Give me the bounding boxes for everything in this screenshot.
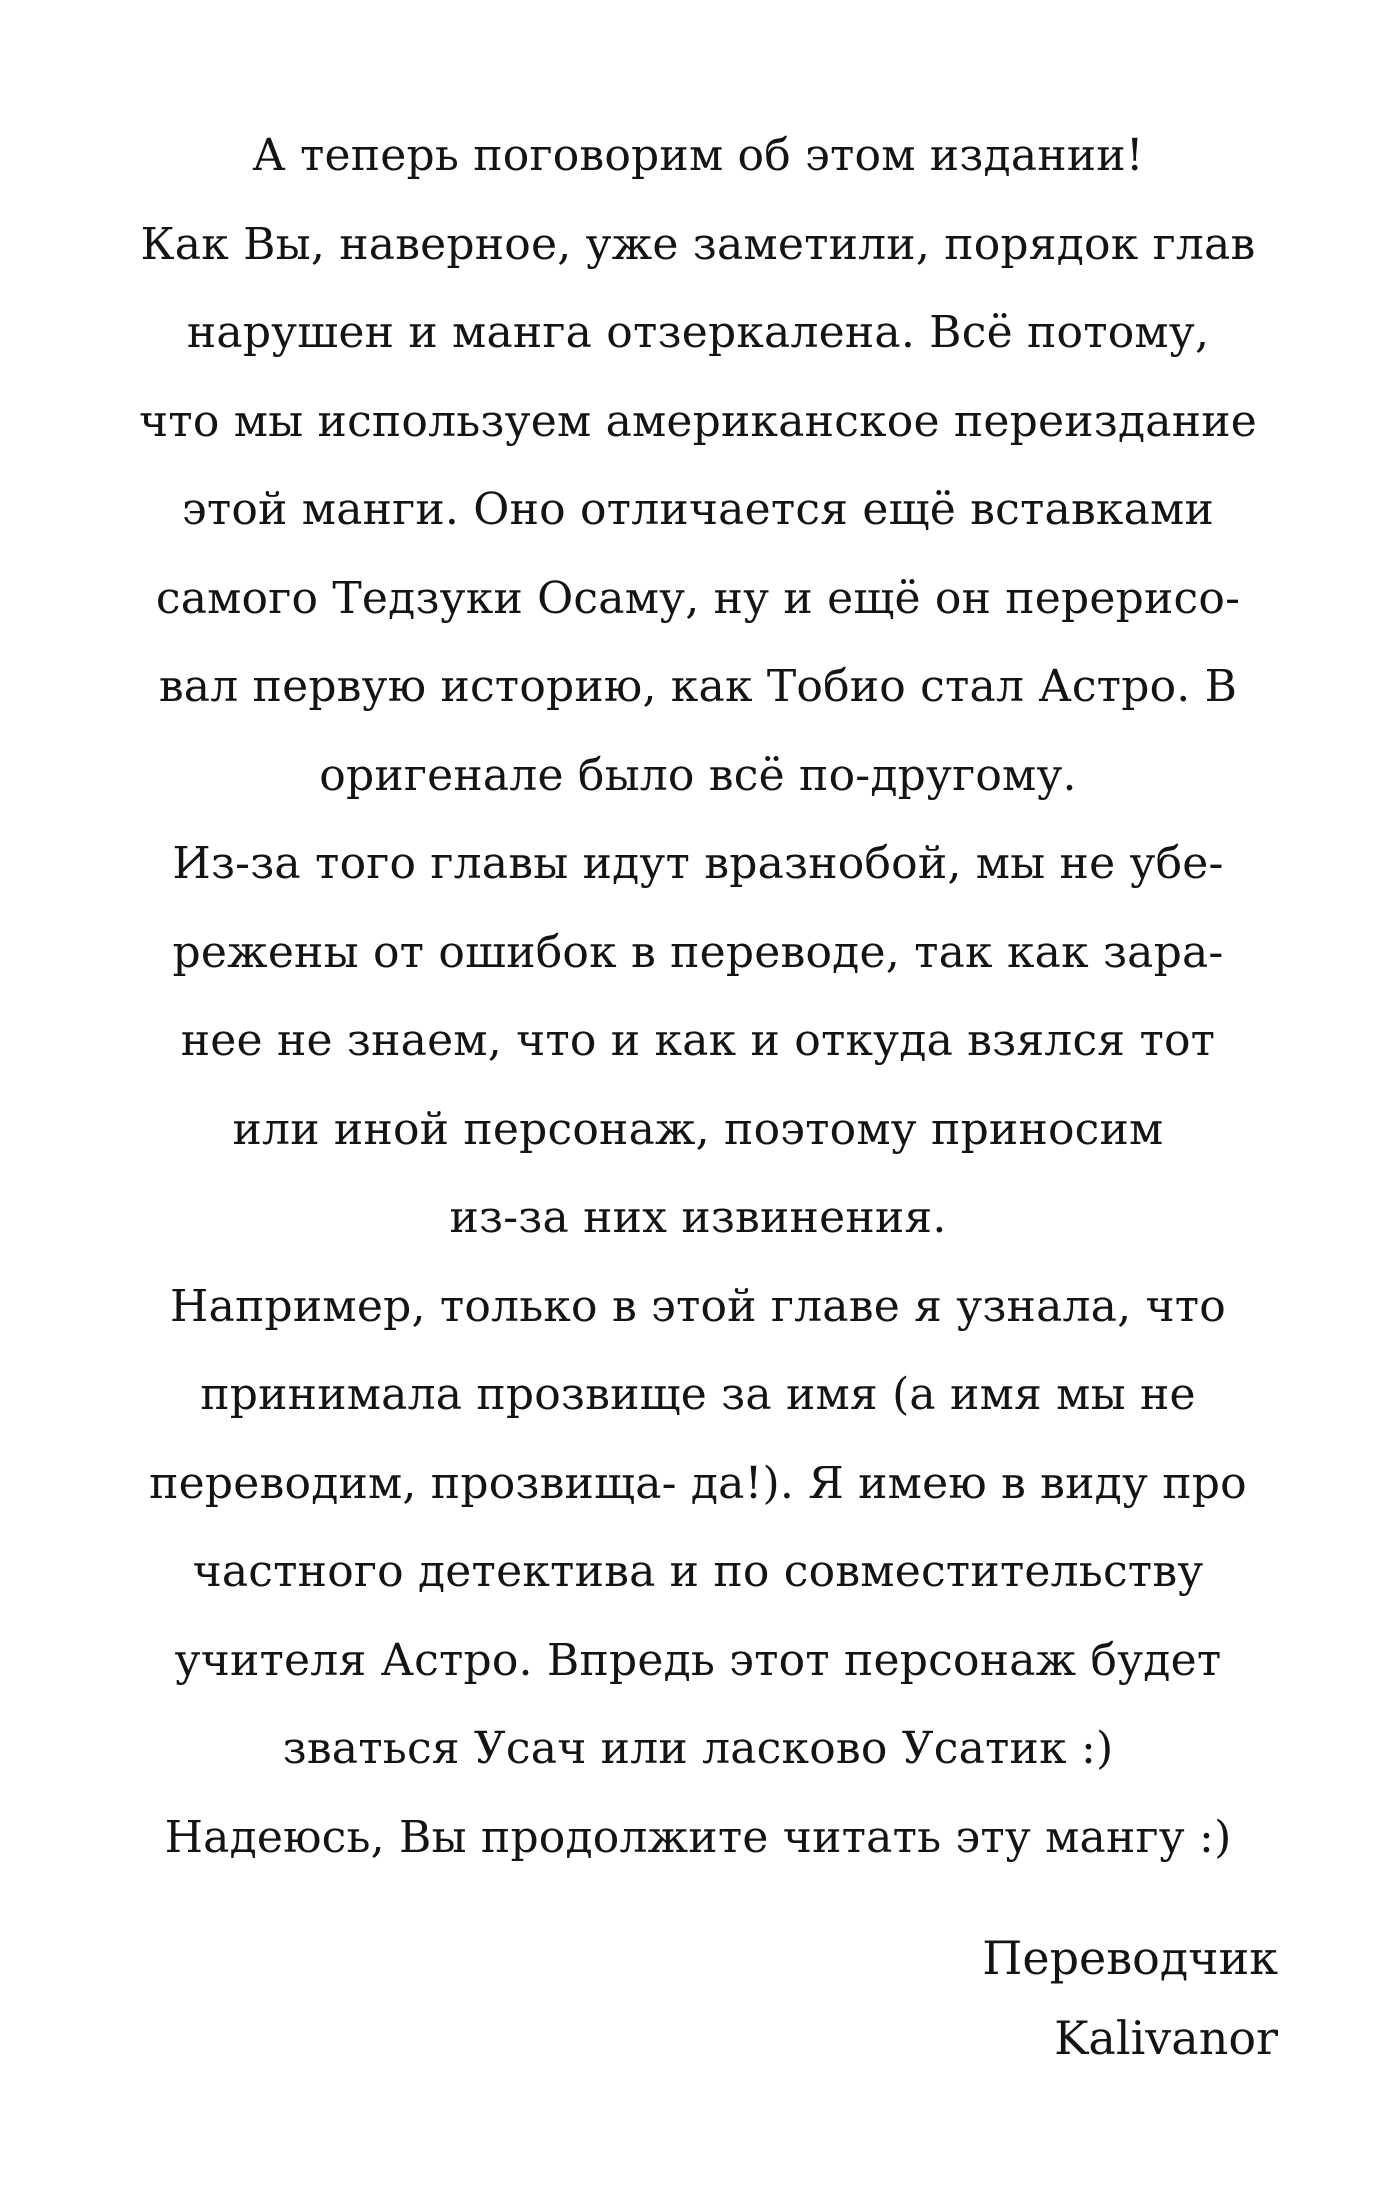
note-line: учителя Астро. Впредь этот персонаж будет <box>174 1634 1222 1686</box>
note-line: этой манги. Оно отличается ещё вставками <box>181 484 1214 535</box>
note-line: Надеюсь, Вы продолжите читать эту мангу :) <box>164 1811 1232 1863</box>
note-line: Например, только в этой главе я узнала, что <box>170 1280 1226 1332</box>
signature-name: Kalivanor <box>1054 2011 1278 2065</box>
note-line: переводим, прозвища- да!). Я имею в виду про <box>149 1457 1247 1509</box>
signature-role: Переводчик <box>982 1931 1278 1985</box>
note-line: оригенале было всё по-другому. <box>319 749 1077 801</box>
note-line: режены от ошибок в переводе, так как зара- <box>172 926 1224 978</box>
note-line: или иной персонаж, поэтому приносим <box>232 1103 1164 1155</box>
note-line: Из-за того главы идут вразнобой, мы не убе- <box>172 838 1224 889</box>
note-line: вал первую историю, как Тобио стал Астро. В <box>158 661 1238 712</box>
note-line: самого Тедзуки Осаму, ну и ещё он перерисо- <box>155 572 1241 624</box>
note-line: принимала прозвище за имя (а имя мы не <box>200 1369 1196 1420</box>
note-line: частного детектива и по совместительству <box>192 1546 1204 1597</box>
note-line: нее не знаем, что и как и откуда взялся тот <box>180 1015 1216 1066</box>
signature-block <box>982 1918 1278 2078</box>
note-line: нарушен и манга отзеркалена. Всё потому, <box>186 307 1210 358</box>
note-line: А теперь поговорим об этом издании! <box>252 130 1144 181</box>
note-line: из-за них извинения. <box>449 1192 947 1243</box>
note-body <box>80 112 1316 1882</box>
note-line: зваться Усач или ласково Усатик :) <box>282 1723 1114 1774</box>
note-line: Как Вы, наверное, уже заметили, порядок глав <box>140 218 1256 270</box>
note-line: что мы используем американское переиздание <box>139 395 1257 447</box>
